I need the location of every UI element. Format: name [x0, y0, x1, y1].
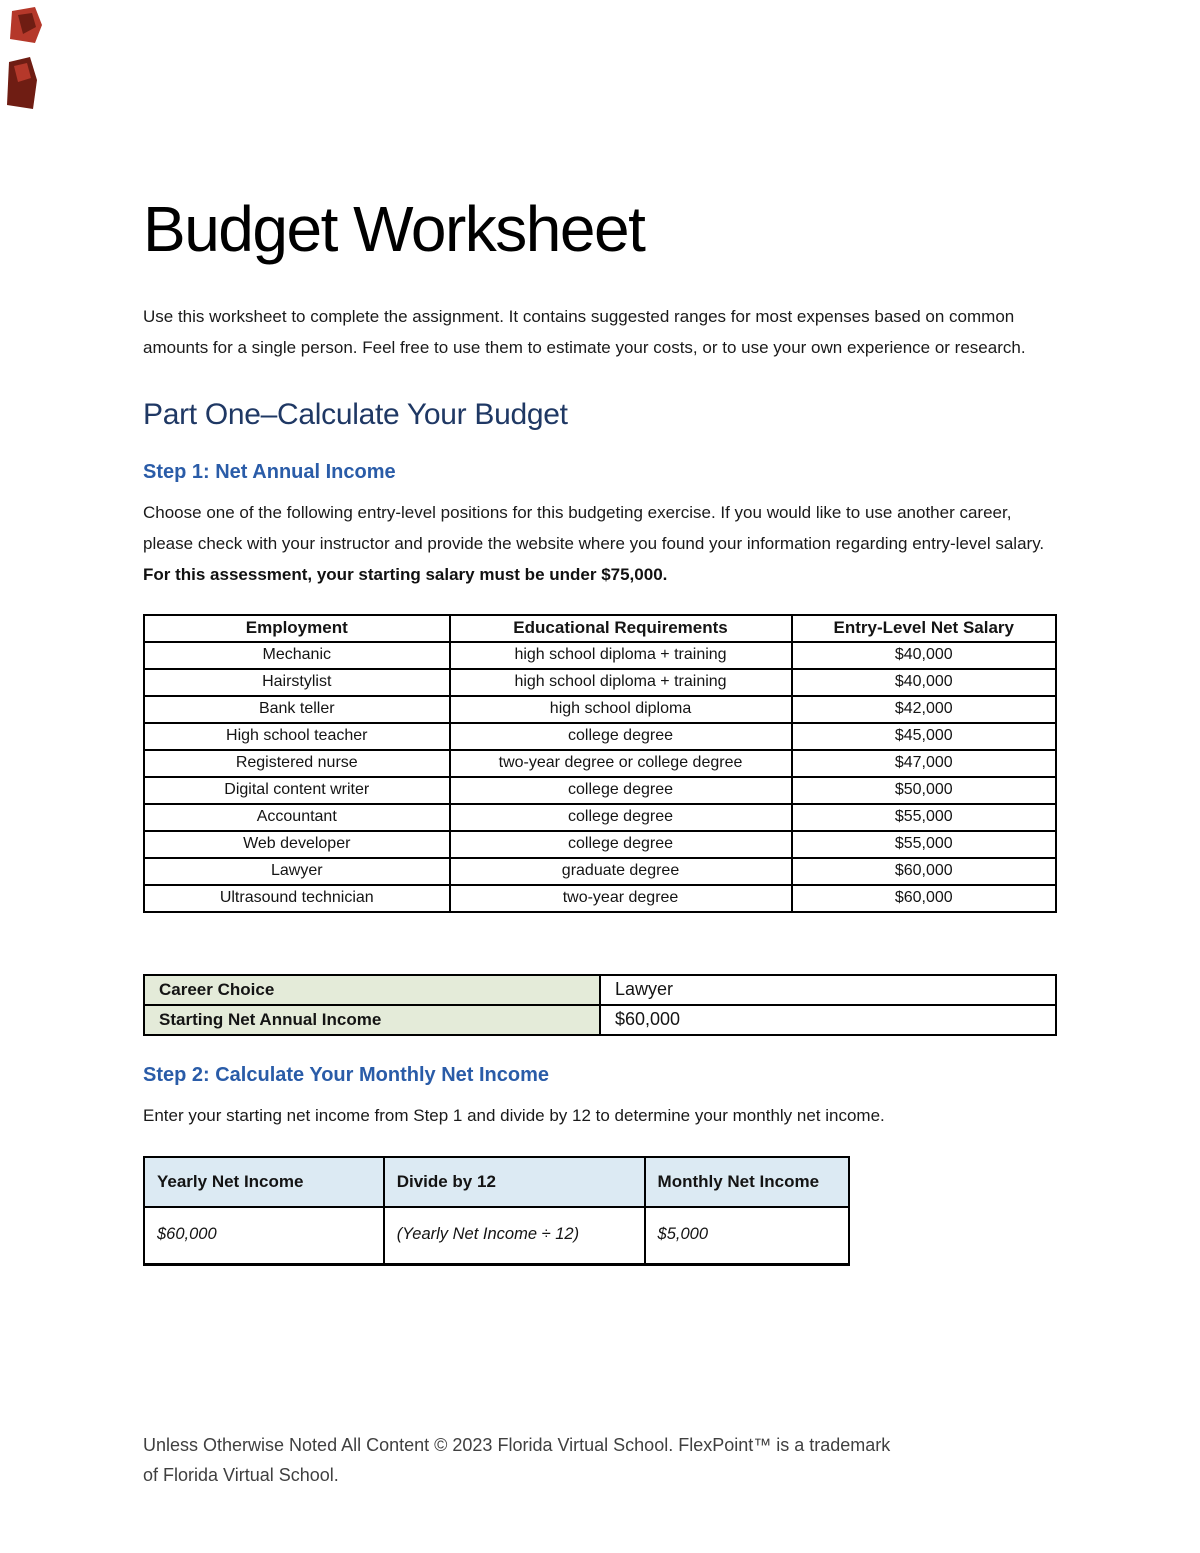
job-cell: Hairstylist — [144, 669, 450, 696]
step1-paragraph-text: Choose one of the following entry-level positions for this budgeting exercise. If you would like to use another career, please check with your instructor and provide the website where you found your information regarding entry-level salary. — [143, 502, 1045, 553]
education-cell: college degree — [450, 831, 792, 858]
column-header-entry-level-net-salary: Entry-Level Net Salary — [792, 615, 1056, 642]
job-cell: Web developer — [144, 831, 450, 858]
page-title: Budget Worksheet — [143, 193, 645, 265]
education-cell: graduate degree — [450, 858, 792, 885]
job-cell: High school teacher — [144, 723, 450, 750]
document-content — [143, 0, 1057, 1266]
job-cell: Bank teller — [144, 696, 450, 723]
starting-income-row — [144, 1005, 1056, 1035]
salary-cell: $60,000 — [792, 858, 1056, 885]
table-row — [144, 804, 1056, 831]
footer-text — [143, 1430, 1073, 1490]
salary-cell: $47,000 — [792, 750, 1056, 777]
table-row — [144, 777, 1056, 804]
starting-income-value: $60,000 — [600, 1005, 1056, 1035]
career-choice-row — [144, 975, 1056, 1005]
job-cell: Registered nurse — [144, 750, 450, 777]
education-cell: college degree — [450, 723, 792, 750]
step1-paragraph — [143, 497, 1057, 590]
education-cell: high school diploma + training — [450, 669, 792, 696]
step2-heading: Step 2: Calculate Your Monthly Net Income — [143, 1063, 549, 1086]
career-choice-value: Lawyer — [600, 975, 1056, 1005]
salary-cell: $42,000 — [792, 696, 1056, 723]
column-header-monthly-net-income: Monthly Net Income — [645, 1157, 849, 1207]
salary-cell: $55,000 — [792, 804, 1056, 831]
income-table-header-row — [144, 1157, 849, 1207]
education-cell: college degree — [450, 777, 792, 804]
career-choice-table — [143, 974, 1057, 1036]
footer-line-1: Unless Otherwise Noted All Content © 2023 Florida Virtual School. FlexPoint™ is a trademark — [143, 1435, 891, 1455]
step1-heading: Step 1: Net Annual Income — [143, 460, 396, 483]
education-cell: high school diploma — [450, 696, 792, 723]
salary-cell: $55,000 — [792, 831, 1056, 858]
education-cell: two-year degree — [450, 885, 792, 912]
salary-cell: $45,000 — [792, 723, 1056, 750]
column-header-employment: Employment — [144, 615, 450, 642]
table-row — [144, 831, 1056, 858]
column-header-yearly-net-income: Yearly Net Income — [144, 1157, 384, 1207]
divide-by-12-formula: (Yearly Net Income ÷ 12) — [384, 1207, 645, 1265]
starting-income-label: Starting Net Annual Income — [144, 1005, 600, 1035]
job-cell: Mechanic — [144, 642, 450, 669]
table-row — [144, 669, 1056, 696]
career-choice-label: Career Choice — [144, 975, 600, 1005]
jobs-table — [143, 614, 1057, 913]
salary-cell: $40,000 — [792, 642, 1056, 669]
job-cell: Accountant — [144, 804, 450, 831]
monthly-net-income-value: $5,000 — [645, 1207, 849, 1265]
step2-paragraph: Enter your starting net income from Step 1 and divide by 12 to determine your monthly net income. — [143, 1105, 885, 1125]
monthly-income-table — [143, 1156, 850, 1266]
footer-line-2: of Florida Virtual School. — [143, 1465, 339, 1485]
salary-cell: $50,000 — [792, 777, 1056, 804]
table-row — [144, 858, 1056, 885]
job-cell: Digital content writer — [144, 777, 450, 804]
jobs-table-header-row — [144, 615, 1056, 642]
column-header-divide-by-12: Divide by 12 — [384, 1157, 645, 1207]
part-one-heading: Part One–Calculate Your Budget — [143, 398, 568, 432]
education-cell: high school diploma + training — [450, 642, 792, 669]
job-cell: Lawyer — [144, 858, 450, 885]
income-table-data-row — [144, 1207, 849, 1265]
table-row — [144, 750, 1056, 777]
red-ink-mark — [6, 6, 50, 116]
salary-cell: $40,000 — [792, 669, 1056, 696]
table-row — [144, 696, 1056, 723]
table-row — [144, 885, 1056, 912]
education-cell: college degree — [450, 804, 792, 831]
job-cell: Ultrasound technician — [144, 885, 450, 912]
intro-paragraph: Use this worksheet to complete the assignment. It contains suggested ranges for most expenses based on common amounts for a single person. Feel free to use them to estimate your costs, or to use your own experience or research. — [143, 307, 1026, 358]
table-row — [144, 723, 1056, 750]
yearly-net-income-value: $60,000 — [144, 1207, 384, 1265]
table-row — [144, 642, 1056, 669]
step1-paragraph-bold-text: For this assessment, your starting salary must be under $75,000. — [143, 564, 668, 584]
education-cell: two-year degree or college degree — [450, 750, 792, 777]
column-header-educational-requirements: Educational Requirements — [450, 615, 792, 642]
salary-cell: $60,000 — [792, 885, 1056, 912]
